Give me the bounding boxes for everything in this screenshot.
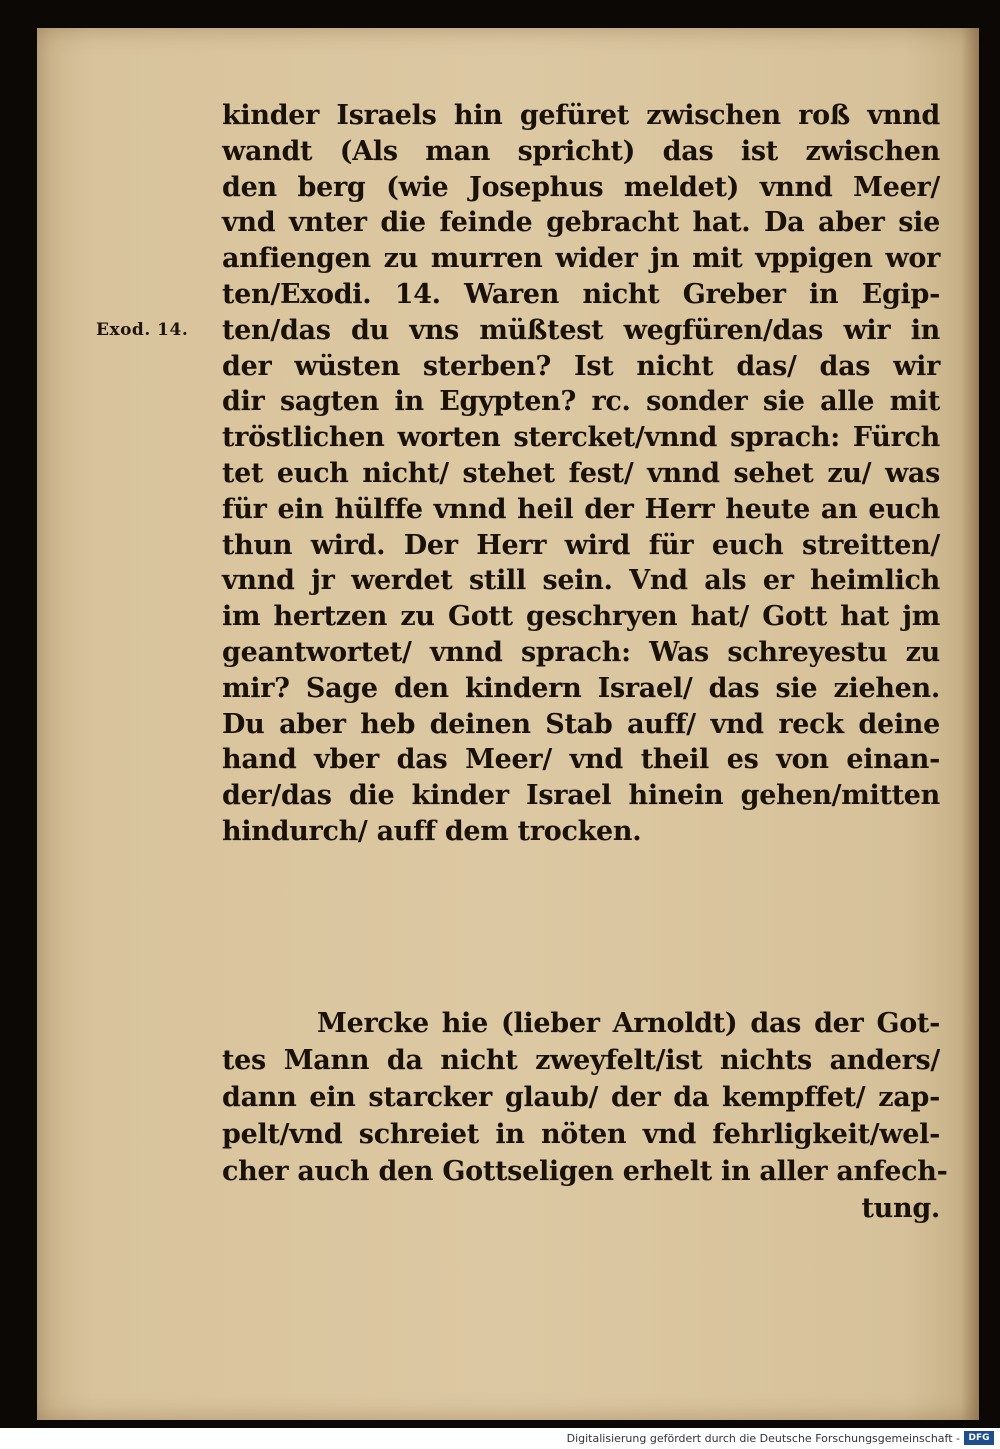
text-line: dir sagten in Egypten? rc. sonder sie alle mit (222, 386, 940, 418)
funding-notice: Digitalisierung gefördert durch die Deutsche Forschungsgemeinschaft - (566, 1432, 960, 1445)
text-line: dann ein starcker glaub/ der da kempffet/ zap- (222, 1082, 940, 1113)
text-line: geantwortet/ vnnd sprach: Was schreyestu zu (222, 636, 940, 668)
text-line: vnnd jr werdet still sein. Vnd als er heimlich (222, 565, 940, 597)
text-line: im hertzen zu Gott geschryen hat/ Gott hat jm (222, 601, 940, 633)
main-paragraph (222, 98, 940, 850)
text-line: Mercke hie (lieber Arnoldt) das der Got- (317, 1008, 940, 1039)
text-line: vnd vnter die feinde gebracht hat. Da aber sie (222, 207, 940, 239)
text-line: tes Mann da nicht zweyfelt/ist nichts anders/ (222, 1045, 940, 1076)
text-line: hand vber das Meer/ vnd theil es von einan- (222, 744, 940, 776)
text-line: cher auch den Gottseligen erhelt in aller anfech- (222, 1156, 948, 1187)
text-line: ten/das du vns müßtest wegfüren/das wir in (222, 314, 940, 346)
margin-note: Exod. 14. (96, 320, 189, 340)
dfg-logo: DFG (964, 1431, 994, 1445)
text-line: der wüsten sterben? Ist nicht das/ das wir (222, 350, 940, 382)
text-line: pelt/vnd schreiet in nöten vnd fehrligkeit/wel- (222, 1119, 940, 1150)
text-line: kinder Israels hin gefüret zwischen roß vnnd (222, 100, 940, 131)
text-line: tung. (861, 1193, 940, 1224)
text-line: der/das die kinder Israel hinein gehen/mitten (222, 780, 940, 812)
text-line: mir? Sage den kindern Israel/ das sie ziehen. (222, 672, 940, 704)
text-line: hindurch/ auff dem trocken. (222, 815, 642, 847)
page-edge-shadow (961, 28, 979, 1420)
text-line: den berg (wie Josephus meldet) vnnd Meer/ (222, 171, 940, 203)
text-line: tröstlichen worten stercket/vnnd sprach: Fürch (222, 422, 940, 454)
text-line: tet euch nicht/ stehet fest/ vnnd sehet zu/ was (222, 457, 940, 489)
second-paragraph (222, 1005, 948, 1227)
text-line: wandt (Als man spricht) das ist zwischen (222, 135, 940, 167)
text-line: für ein hülffe vnnd heil der Herr heute an euch (222, 493, 940, 525)
text-line: anfiengen zu murren wider jn mit vppigen wor (222, 243, 940, 275)
text-line: ten/Exodi. 14. Waren nicht Greber in Egip- (222, 278, 940, 310)
text-line: thun wird. Der Herr wird für euch streitten/ (222, 529, 940, 561)
text-line: Du aber heb deinen Stab auff/ vnd reck deine (222, 708, 940, 740)
footer-bar (0, 1428, 1000, 1449)
